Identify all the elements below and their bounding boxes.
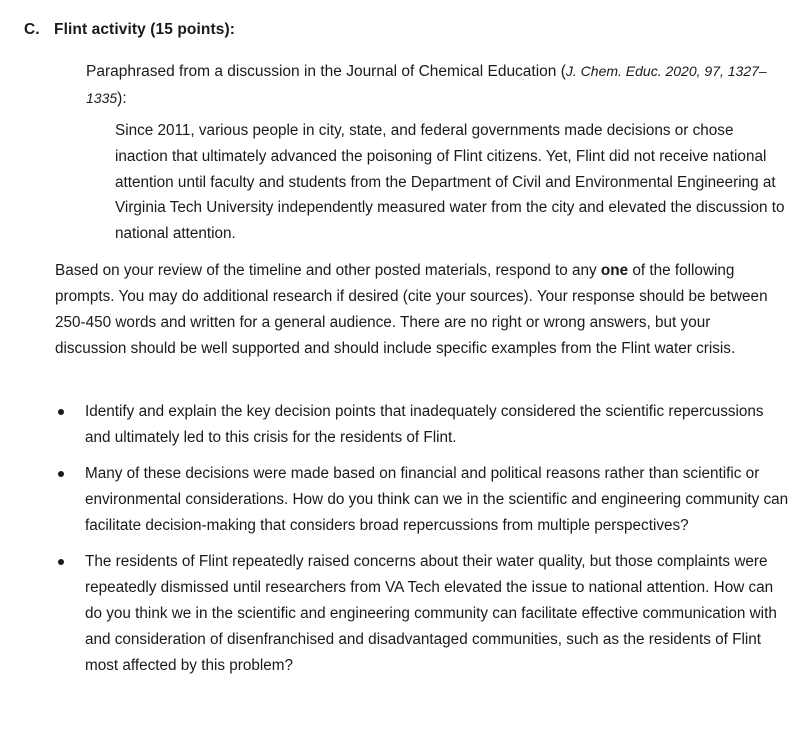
prompt-item-text: Identify and explain the key decision points that inadequately considered the scientific repercussions and ultimately led to this crisis for the residents of Flint. — [85, 403, 764, 446]
intro-tail: ): — [117, 90, 127, 107]
bullet-icon — [58, 409, 64, 415]
prompt-item-text: Many of these decisions were made based on financial and political reasons rather than scientific or environmental considerations. How do you think can we in the scientific and engineering community can facilitate decision-making that considers broad repercussions from multiple perspectives? — [85, 465, 789, 534]
section-heading — [24, 21, 235, 39]
quoted-passage: Since 2011, various people in city, state, and federal governments made decisions or chose inaction that ultimately advanced the poisoning of Flint citizens. Yet, Flint did not receive national attention until faculty and students from the Department of Civil and Environmental Engineering at Virginia Tech University independently measured water from the city and elevated the discussion to national attention. — [115, 122, 785, 243]
prompt-item — [55, 549, 790, 679]
section-title: Flint activity (15 points): — [54, 21, 235, 38]
prompt-item — [55, 399, 790, 451]
intro-text: Paraphrased from a discussion in the Journal of Chemical Education ( — [86, 63, 566, 80]
intro-citation: J. Chem. Educ. 2020, 97, 1327–1335 — [86, 63, 767, 106]
prompt-after: of the following prompts. You may do additional research if desired (cite your sources). Your response should be between 250-450 words and written for a general audience. There are no right or wrong answers, but your discussion should be well supported and should include specific examples from the Flint water crisis. — [55, 262, 768, 357]
prompt-item — [55, 461, 790, 539]
section-letter: C. — [24, 21, 40, 38]
bullet-icon — [58, 471, 64, 477]
prompt-list — [55, 399, 790, 689]
prompt-before: Based on your review of the timeline and other posted materials, respond to any — [55, 262, 601, 279]
prompt-emphasis: one — [600, 262, 629, 279]
prompt-item-text: The residents of Flint repeatedly raised concerns about their water quality, but those complaints were repeatedly dismissed until researchers from VA Tech elevated the issue to national attention. How can do you think we in the scientific and engineering community can facilitate effective communication with and consideration of disenfranchised and disadvantaged communities, such as the residents of Flint most affected by this problem? — [85, 553, 777, 674]
prompt-instructions — [55, 258, 785, 362]
intro-paragraph — [86, 58, 786, 112]
bullet-icon — [58, 559, 64, 565]
